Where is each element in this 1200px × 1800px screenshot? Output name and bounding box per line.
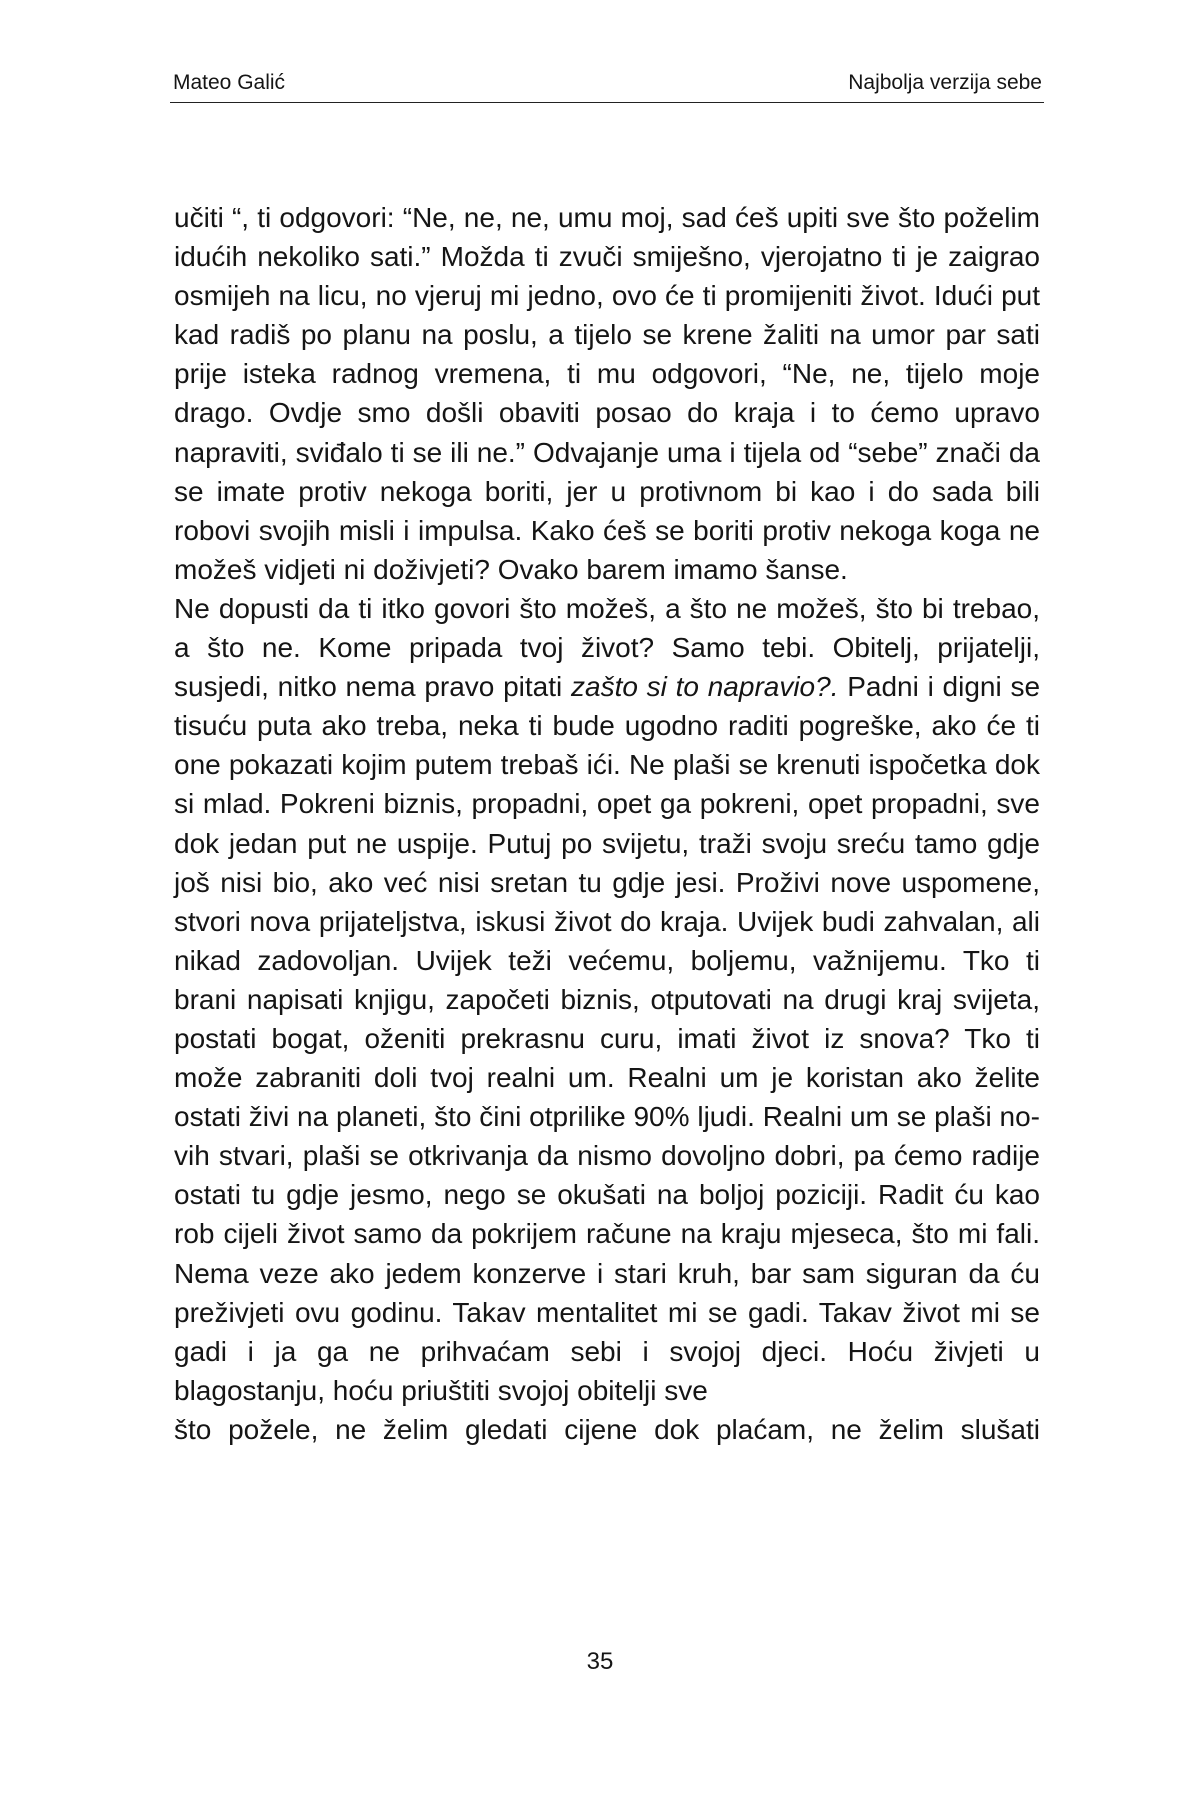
body-text <box>174 198 1040 1449</box>
running-header <box>170 70 1044 103</box>
header-book-title: Najbolja verzija sebe <box>848 71 1042 94</box>
paragraph-2-text-start: Ne dopusti da ti itko govori što možeš, a što ne možeš, što bi trebao, a što ne. Kome pripada tvoj život? Samo tebi. Obitelj, prijatelji, susjedi, nitko nema pravo pitati <box>174 592 1040 703</box>
paragraph-2 <box>174 589 1040 1449</box>
page-number: 35 <box>586 1648 614 1675</box>
paragraph-2-last-line: što požele, ne želim gledati cijene dok plaćam, ne želim slušati <box>174 1413 1040 1445</box>
header-author: Mateo Galić <box>173 71 286 94</box>
paragraph-2-text-end: Padni i digni se tisuću puta ako treba, neka ti bude ugodno raditi pogreške, ako će ti one pokazati kojim putem trebaš ići. Ne plaši se krenuti ispočetka dok si mlad. Pokreni biznis, propadni, opet ga pokreni, opet propadni, sve dok jedan put ne uspije. Putuj po svijetu, traži svoju sreću tamo gdje još nisi bio, ako već nisi sretan tu gdje jesi. Proživi nove uspomene, stvori nova prijateljstva, iskusi život do kraja. Uvijek budi zahvalan, ali nikad zadovoljan. Uvijek teži većemu, boljemu, važnijemu. Tko ti brani napisati knjigu, započeti biznis, otputovati na drugi kraj svijeta, postati bogat, oženiti prekrasnu curu, imati život iz snova? Tko ti može zabraniti doli tvoj realni um. Realni um je koristan ako želite ostati živi na planeti, što čini otprilike 90% ljudi. Realni um se plaši novih stvari, plaši se otkrivanja da nismo dovoljno dobri, pa ćemo radije ostati tu gdje jesmo, nego se okušati na boljoj poziciji. Radit ću kao rob cijeli život samo da pokrijem račune na kraju mjeseca, što mi fali. Nema veze ako jedem konzerve i stari kruh, bar sam siguran da ću preživjeti ovu godinu. Takav mentalitet mi se gadi. Takav život mi se gadi i ja ga ne prihvaćam sebi i svojoj djeci. Hoću živjeti u blagostanju, hoću priuštiti svojoj obitelji sve <box>174 671 1041 1406</box>
paragraph-2-italic-question: zašto si to napravio?. <box>571 671 839 703</box>
paragraph-1: učiti “, ti odgovori: “Ne, ne, ne, umu moj, sad ćeš upiti sve što poželim idućih nekoliko sati.” Možda ti zvuči smiješno, vjerojatno ti je zaigrao osmijeh na licu, no vjeruj mi jedno, ovo će ti promijeniti život. Idući put kad radiš po planu na poslu, a tijelo se krene žaliti na umor par sati prije isteka radnog vremena, ti mu odgovori, “Ne, ne, tijelo moje drago. Ovdje smo došli obaviti posao do kraja i to ćemo upravo napraviti, sviđalo ti se ili ne.” Odvajanje uma i tijela od “sebe” znači da se imate protiv nekoga boriti, jer u protivnom bi kao i do sada bili robovi svojih misli i impulsa. Kako ćeš se boriti protiv nekoga koga ne možeš vidjeti ni doživjeti? Ovako barem imamo šanse. <box>174 202 1040 585</box>
